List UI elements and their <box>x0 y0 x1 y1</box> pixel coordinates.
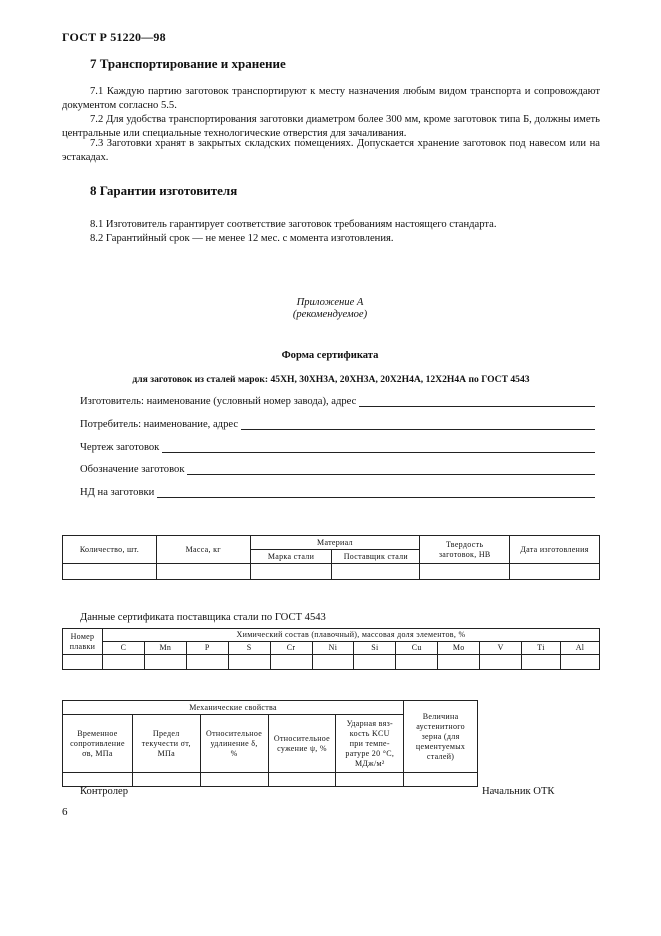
field-drawing-line <box>162 443 595 453</box>
field-designation <box>80 464 595 475</box>
th-element-mo: Mo <box>438 642 480 655</box>
th-grain-l5: сталей) <box>426 751 455 761</box>
table-cell <box>480 655 522 670</box>
th-impact-l5: МДж/м² <box>354 758 385 768</box>
th-tensile-l1: Временное <box>77 728 118 738</box>
th-reduction-of-area <box>268 715 336 773</box>
table-cell <box>354 655 396 670</box>
table-cell <box>63 564 157 580</box>
table-cell <box>63 773 133 787</box>
th-element-cr: Cr <box>270 642 312 655</box>
th-impact-strength <box>336 715 404 773</box>
appendix-label: Приложение А <box>296 297 364 308</box>
document-header: ГОСТ Р 51220—98 <box>62 30 166 44</box>
table-cell <box>438 655 480 670</box>
appendix-note: (рекомендуемое) <box>292 309 368 320</box>
table-cell <box>186 655 228 670</box>
th-grain-size <box>404 701 478 773</box>
th-yield-strength <box>132 715 200 773</box>
field-nd-line <box>157 488 595 498</box>
th-elong-l3: % <box>230 748 238 758</box>
th-hardness-l2: заготовок, НВ <box>438 549 491 559</box>
th-hardness <box>420 536 510 564</box>
th-grain-l3: зерна (для <box>421 731 460 741</box>
table-cell <box>228 655 270 670</box>
field-manufacturer <box>80 396 595 407</box>
th-elong-l2: удлинение δ, <box>210 738 258 748</box>
th-quantity: Количество, шт. <box>63 536 157 564</box>
table-cell <box>332 564 420 580</box>
table-cell <box>420 564 510 580</box>
certificate-subtitle: для заготовок из сталей марок: 45ХН, 30ХН3А, 20ХН3А, 20Х2Н4А, 12Х2Н4А по ГОСТ 4543 <box>132 374 530 385</box>
th-melt-l1: Номер <box>70 631 95 641</box>
th-impact-l2: кость KCU <box>349 728 390 738</box>
th-element-al: Al <box>560 642 599 655</box>
th-tensile-strength <box>63 715 133 773</box>
table-cell <box>270 655 312 670</box>
table-cell <box>63 655 103 670</box>
th-element-ni: Ni <box>312 642 354 655</box>
th-elong-l1: Относительное <box>206 728 263 738</box>
signature-otk-head: Начальник ОТК <box>482 786 555 797</box>
th-melt-l2: плавки <box>69 641 96 651</box>
th-tensile-l2: сопротивление <box>70 738 125 748</box>
table-cell <box>404 773 478 787</box>
th-element-cu: Cu <box>396 642 438 655</box>
th-chemical-composition: Химический состав (плавочный), массовая доля элементов, % <box>102 629 599 642</box>
field-designation-line <box>187 465 595 475</box>
field-drawing-label: Чертеж заготовок <box>80 442 160 453</box>
page-number: 6 <box>62 806 68 818</box>
table-chemistry <box>62 628 600 670</box>
th-element-ti: Ti <box>522 642 561 655</box>
th-element-c: C <box>102 642 144 655</box>
field-manufacturer-label: Изготовитель: наименование (условный номер завода), адрес <box>80 396 357 407</box>
table-cell <box>396 655 438 670</box>
field-consumer <box>80 419 595 430</box>
th-mass: Масса, кг <box>156 536 250 564</box>
th-element-si: Si <box>354 642 396 655</box>
table-cell <box>510 564 600 580</box>
th-element-s: S <box>228 642 270 655</box>
table-cell <box>522 655 561 670</box>
th-tensile-l3: σв, МПа <box>82 748 113 758</box>
table-cell <box>560 655 599 670</box>
th-impact-l4: ратуре 20 °С, <box>345 748 395 758</box>
th-material: Материал <box>250 536 420 550</box>
th-element-mn: Mn <box>144 642 186 655</box>
th-date: Дата изготовления <box>510 536 600 564</box>
signature-controller: Контролер <box>80 786 129 797</box>
th-yield-l1: Предел <box>152 728 180 738</box>
table-batch <box>62 535 600 580</box>
th-grain-l1: Величина <box>422 711 459 721</box>
th-mechanical-properties: Механические свойства <box>63 701 404 715</box>
th-narrow-l2: сужение ψ, % <box>277 743 327 753</box>
paragraph-7-1: 7.1 Каждую партию заготовок транспортируют к месту назначения любым видом транспорта и сопровождают документом согласно 5.5. <box>62 86 600 111</box>
table-cell <box>132 773 200 787</box>
section-8-title: 8 Гарантии изготовителя <box>90 183 238 198</box>
paragraph-7-2: 7.2 Для удобства транспортирования заготовки диаметром более 300 мм, кроме заготовок типа Б, должны иметь центральные или специальные технологические отверстия для зачаливания. <box>62 114 600 139</box>
supplier-caption: Данные сертификата поставщика стали по ГОСТ 4543 <box>80 612 326 623</box>
paragraph-7-3: 7.3 Заготовки хранят в закрытых складских помещениях. Допускается хранение заготовок под навесом или на эстакадах. <box>62 138 600 163</box>
th-narrow-l1: Относительное <box>273 733 331 743</box>
table-cell <box>156 564 250 580</box>
table-cell <box>250 564 332 580</box>
th-supplier: Поставщик стали <box>332 550 420 564</box>
table-cell <box>102 655 144 670</box>
paragraph-8-2: 8.2 Гарантийный срок — не менее 12 мес. с момента изготовления. <box>90 233 394 244</box>
th-hardness-l1: Твердость <box>446 539 484 549</box>
field-consumer-label: Потребитель: наименование, адрес <box>80 419 239 430</box>
th-steel-grade: Марка стали <box>250 550 332 564</box>
th-yield-l3: МПа <box>157 748 175 758</box>
table-cell <box>200 773 268 787</box>
th-yield-l2: текучести σт, <box>141 738 191 748</box>
table-cell <box>312 655 354 670</box>
section-7-title: 7 Транспортирование и хранение <box>90 56 286 71</box>
th-elongation <box>200 715 268 773</box>
th-element-v: V <box>480 642 522 655</box>
table-cell <box>336 773 404 787</box>
th-grain-l2: аустенитного <box>416 721 465 731</box>
th-grain-l4: цементуемых <box>415 741 466 751</box>
th-melt-number <box>63 629 103 655</box>
table-mechanical <box>62 700 478 787</box>
table-cell <box>268 773 336 787</box>
field-drawing <box>80 442 595 453</box>
certificate-title: Форма сертификата <box>281 350 379 361</box>
table-cell <box>144 655 186 670</box>
th-impact-l1: Ударная вяз- <box>346 718 394 728</box>
field-nd-label: НД на заготовки <box>80 487 155 498</box>
field-designation-label: Обозначение заготовок <box>80 464 185 475</box>
th-element-p: P <box>186 642 228 655</box>
th-impact-l3: при темпе- <box>349 738 390 748</box>
field-consumer-line <box>241 420 595 430</box>
field-manufacturer-line <box>359 397 595 407</box>
field-nd <box>80 487 595 498</box>
paragraph-8-1: 8.1 Изготовитель гарантирует соответствие заготовок требованиям настоящего стандарта. <box>90 219 497 230</box>
